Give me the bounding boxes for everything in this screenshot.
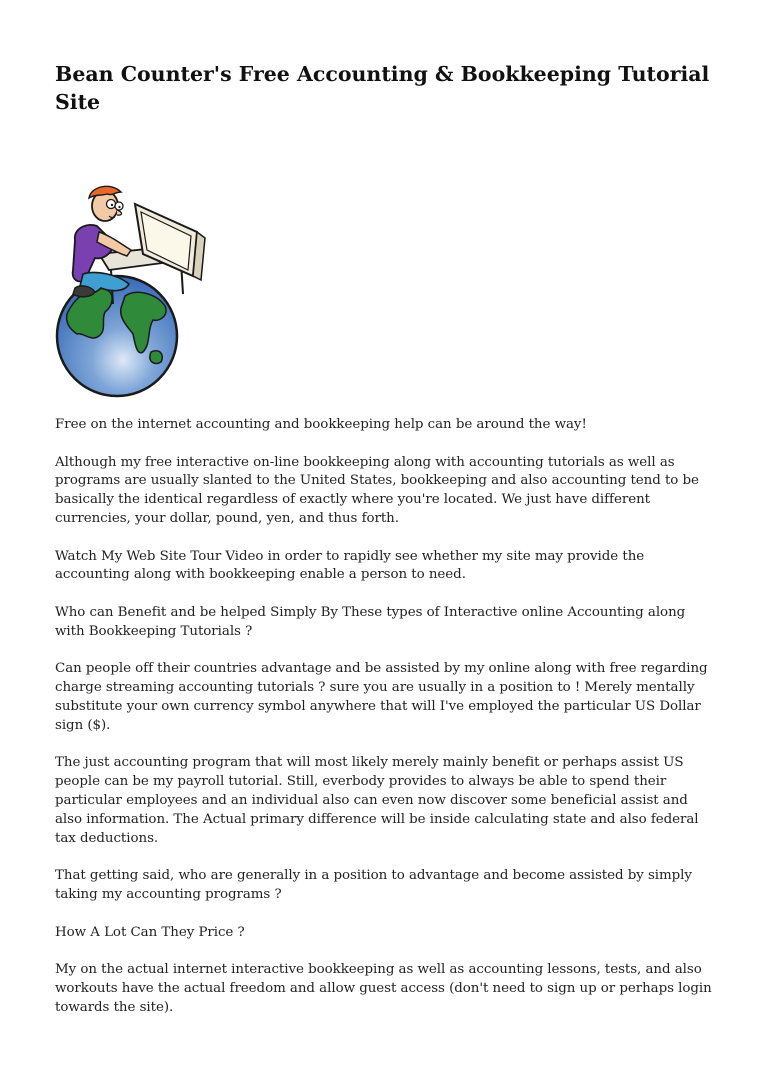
paragraph: That getting said, who are generally in a position to advantage and become assisted by simply taking my accounting programs ? bbox=[55, 868, 692, 902]
paragraph: Although my free interactive on-line bookkeeping along with accounting tutorials as well as programs are usually slanted to the United States, bookkeeping and also accounting tend to be basically the identical regardless of exactly where you're located. We just have different currencies, your dollar, pound, yen, and thus forth. bbox=[55, 454, 699, 526]
paragraph: My on the actual internet interactive bookkeeping as well as accounting lessons, tests, and also workouts have the actual freedom and allow guest access (don't need to sign up or perhaps login towards the site). bbox=[55, 962, 712, 1015]
paragraph: Free on the internet accounting and bookkeeping help can be around the way! bbox=[55, 417, 587, 432]
paragraph: Watch My Web Site Tour Video in order to rapidly see whether my site may provide the accounting along with bookkeeping enable a person to need. bbox=[55, 548, 645, 583]
document-title: Bean Counter's Free Accounting & Bookkeeping Tutorial Site bbox=[55, 62, 710, 114]
paragraph: The just accounting program that will most likely merely mainly benefit or perhaps assist US people can be my payroll tutorial. Still, everbody provides to always be able to spend their particular employees and an individual also can even now discover some beneficial assist and also information. The Actual primary difference will be inside calculating state and also federal tax deductions. bbox=[55, 755, 699, 846]
paragraph: Who can Benefit and be helped Simply By These types of Interactive online Accounting along with Bookkeeping Tutorials ? bbox=[55, 604, 686, 639]
person-at-computer-on-globe-icon bbox=[55, 184, 215, 399]
document-body bbox=[55, 416, 715, 1036]
section-heading: How A Lot Can They Price ? bbox=[55, 924, 245, 940]
paragraph: Can people off their countries advantage and be assisted by my online along with free regarding charge streaming accounting tutorials ? sure you are usually in a position to ! Merely mentally substitute your own currency symbol anywhere that will I've employed the particular US Dollar sign ($). bbox=[55, 661, 708, 733]
